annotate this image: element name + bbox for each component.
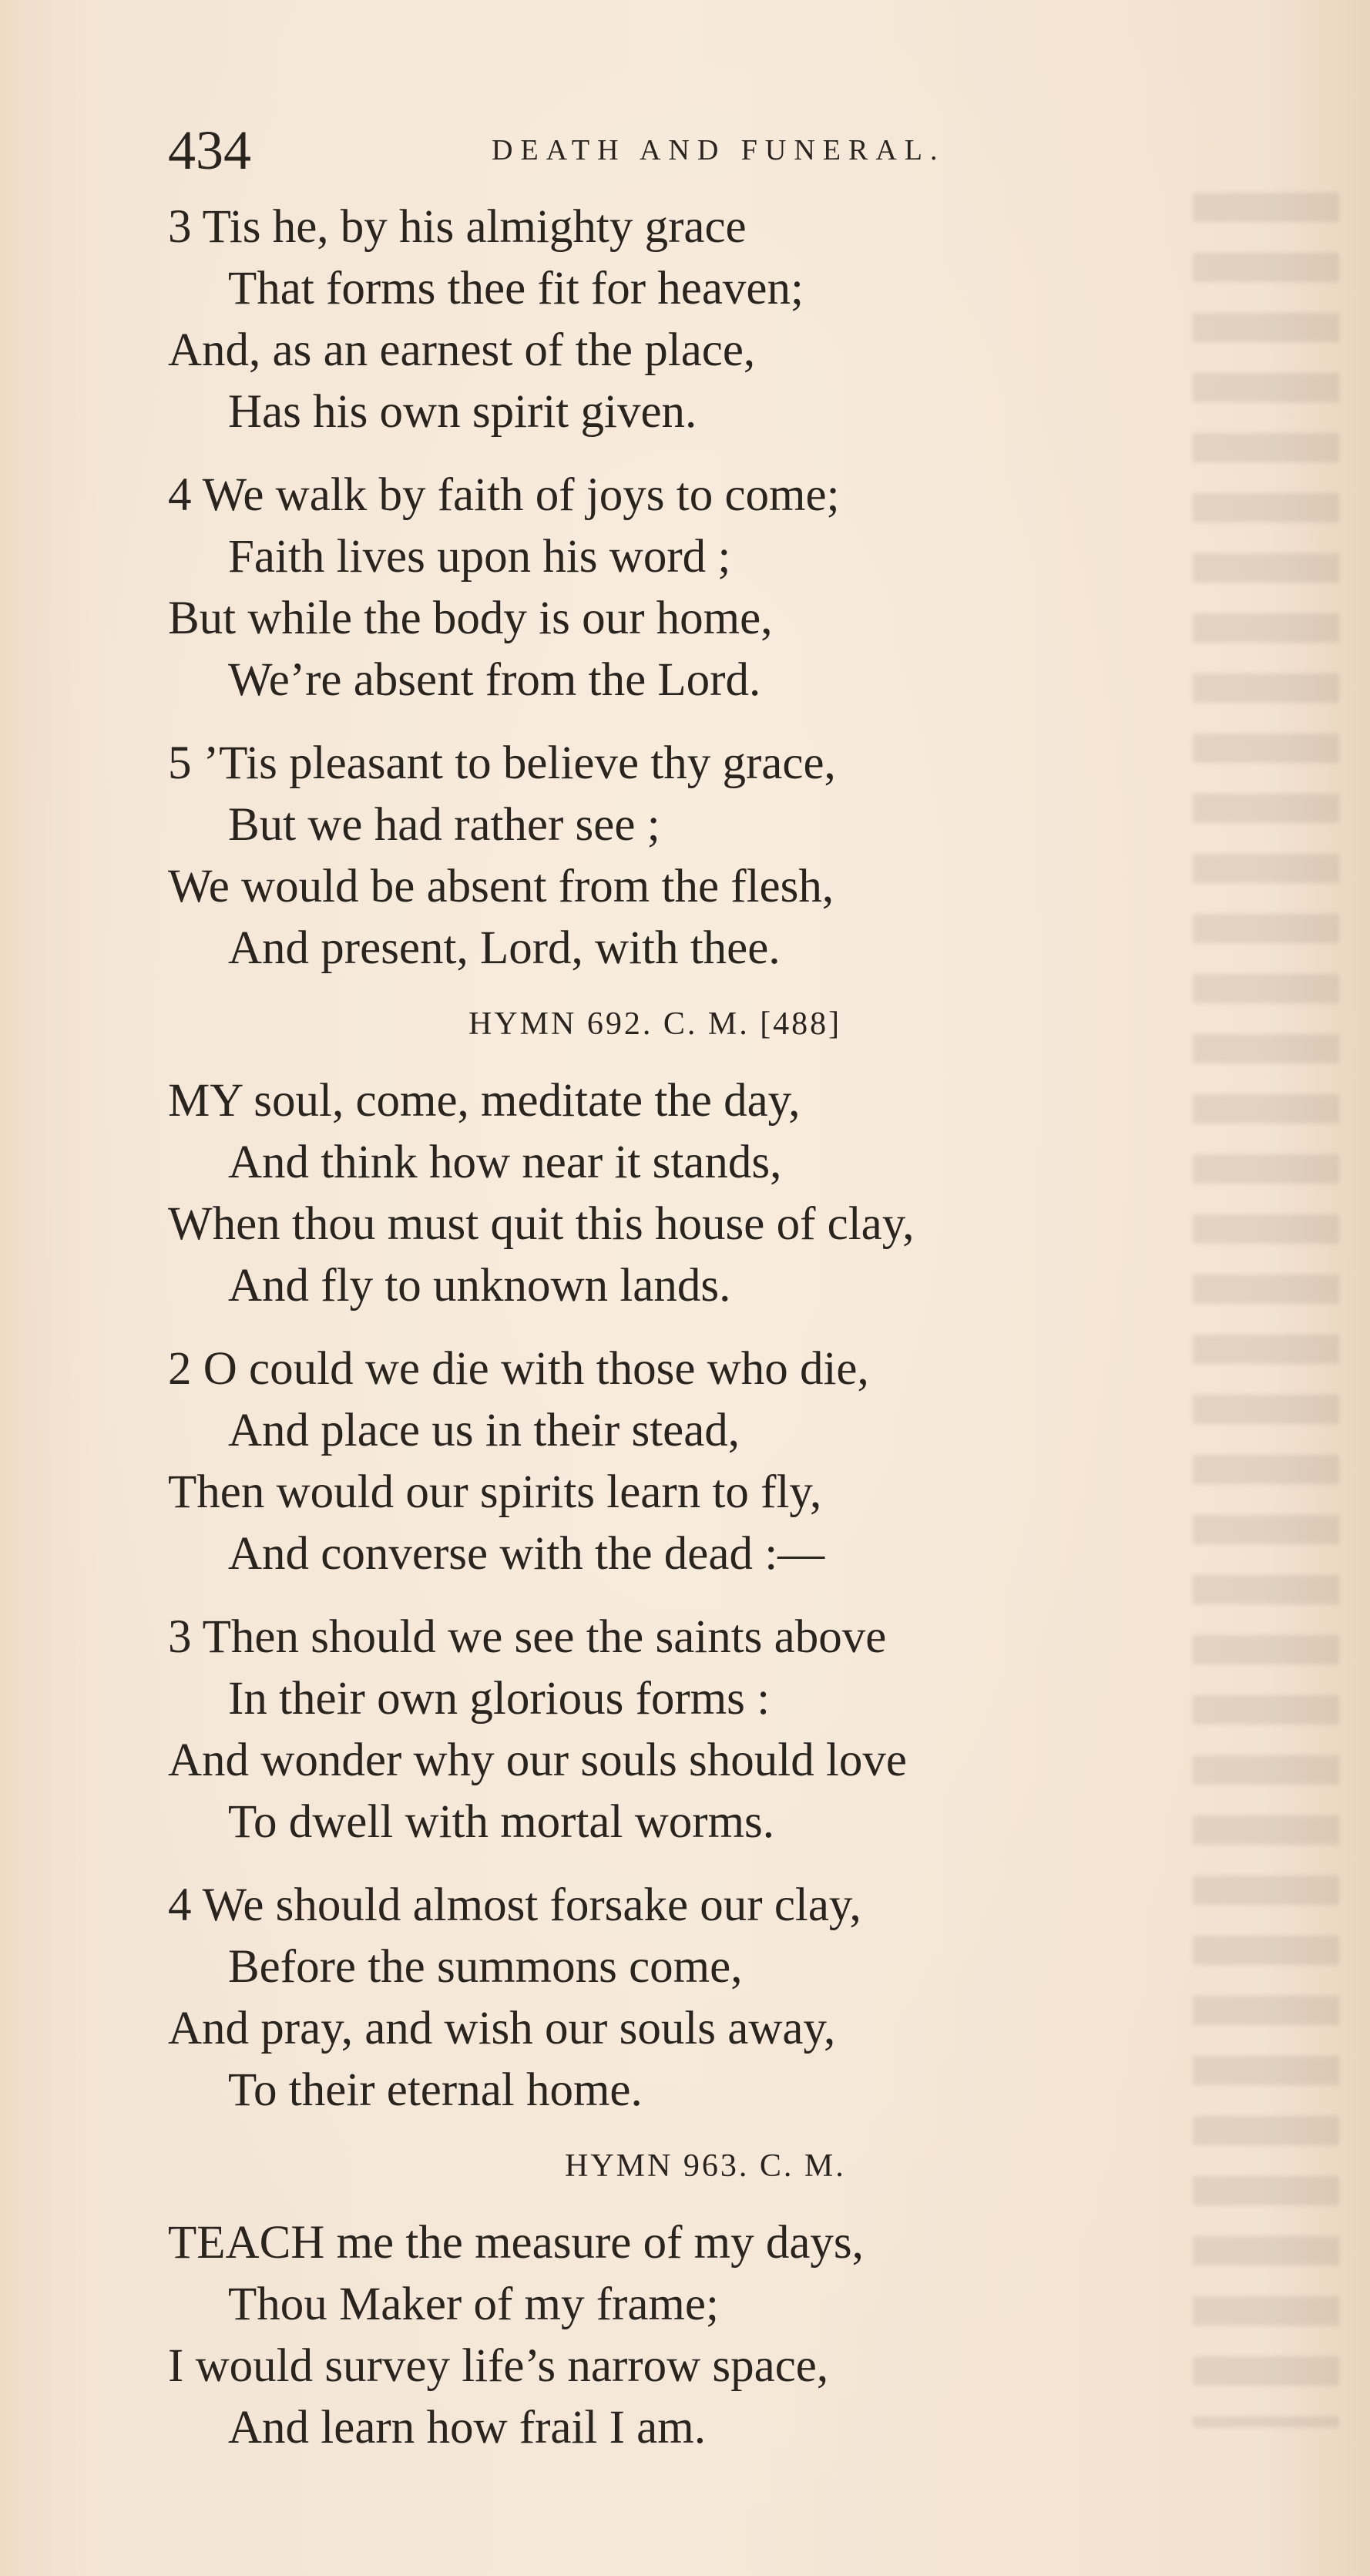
verse-line: And learn how frail I am. <box>228 2402 706 2453</box>
stanza <box>168 1070 1200 1317</box>
verse-line: Then would our spirits learn to fly, <box>168 1466 822 1518</box>
verse-line: Thou Maker of my frame; <box>228 2279 719 2330</box>
verse-line: And, as an earnest of the place, <box>168 324 756 376</box>
verse-line: 3 Then should we see the saints above <box>168 1611 887 1663</box>
verse-line: I would survey life’s narrow space, <box>168 2340 829 2392</box>
stanza <box>168 465 1200 711</box>
verse-line: Faith lives upon his word ; <box>228 531 731 583</box>
verse-line: And fly to unknown lands. <box>228 1260 731 1312</box>
stanza <box>168 196 1200 443</box>
hymn-continuation <box>168 196 1200 979</box>
stanza <box>168 1875 1200 2121</box>
stanza <box>168 1607 1200 1853</box>
verse-line: That forms thee fit for heaven; <box>228 263 804 314</box>
hymn-text <box>168 196 1200 2480</box>
verse-line: To dwell with mortal worms. <box>228 1796 775 1848</box>
page-number: 434 <box>168 119 251 181</box>
show-through-text <box>1193 193 1339 2427</box>
verse-line: Before the summons come, <box>228 1941 743 1993</box>
stanza <box>168 733 1200 979</box>
stanza <box>168 1338 1200 1585</box>
verse-line: And place us in their stead, <box>228 1405 740 1456</box>
verse-line: 2 O could we die with those who die, <box>168 1343 869 1395</box>
verse-line: TEACH me the measure of my days, <box>168 2217 864 2269</box>
verse-line: 4 We should almost forsake our clay, <box>168 1879 861 1931</box>
hymn-heading: HYMN 692. C. M. [488] <box>468 1006 842 1042</box>
running-head: DEATH AND FUNERAL. <box>492 134 945 166</box>
verse-line: 5 ’Tis pleasant to believe thy grace, <box>168 737 836 789</box>
verse-line: But we had rather see ; <box>228 799 660 851</box>
verse-line: When thou must quit this house of clay, <box>168 1198 915 1250</box>
verse-line: And wonder why our souls should love <box>168 1735 907 1786</box>
verse-line: But while the body is our home, <box>168 593 773 644</box>
verse-line: And pray, and wish our souls away, <box>168 2003 836 2054</box>
stanza <box>168 2212 1200 2459</box>
verse-line: We’re absent from the Lord. <box>228 654 761 706</box>
verse-line: MY soul, come, meditate the day, <box>168 1075 801 1127</box>
verse-line: And converse with the dead :— <box>228 1528 825 1580</box>
verse-line: To their eternal home. <box>228 2064 643 2116</box>
verse-line: 4 We walk by faith of joys to come; <box>168 469 840 521</box>
page-header <box>168 116 1200 185</box>
hymn-963 <box>168 2143 1200 2459</box>
verse-line: 3 Tis he, by his almighty grace <box>168 201 747 253</box>
hymn-heading: HYMN 963. C. M. <box>565 2148 846 2184</box>
verse-line: In their own glorious forms : <box>228 1673 771 1725</box>
verse-line: Has his own spirit given. <box>228 386 697 438</box>
verse-line: And present, Lord, with thee. <box>228 922 781 974</box>
hymn-692 <box>168 1001 1200 2121</box>
verse-line: We would be absent from the flesh, <box>168 861 834 912</box>
verse-line: And think how near it stands, <box>228 1137 782 1188</box>
